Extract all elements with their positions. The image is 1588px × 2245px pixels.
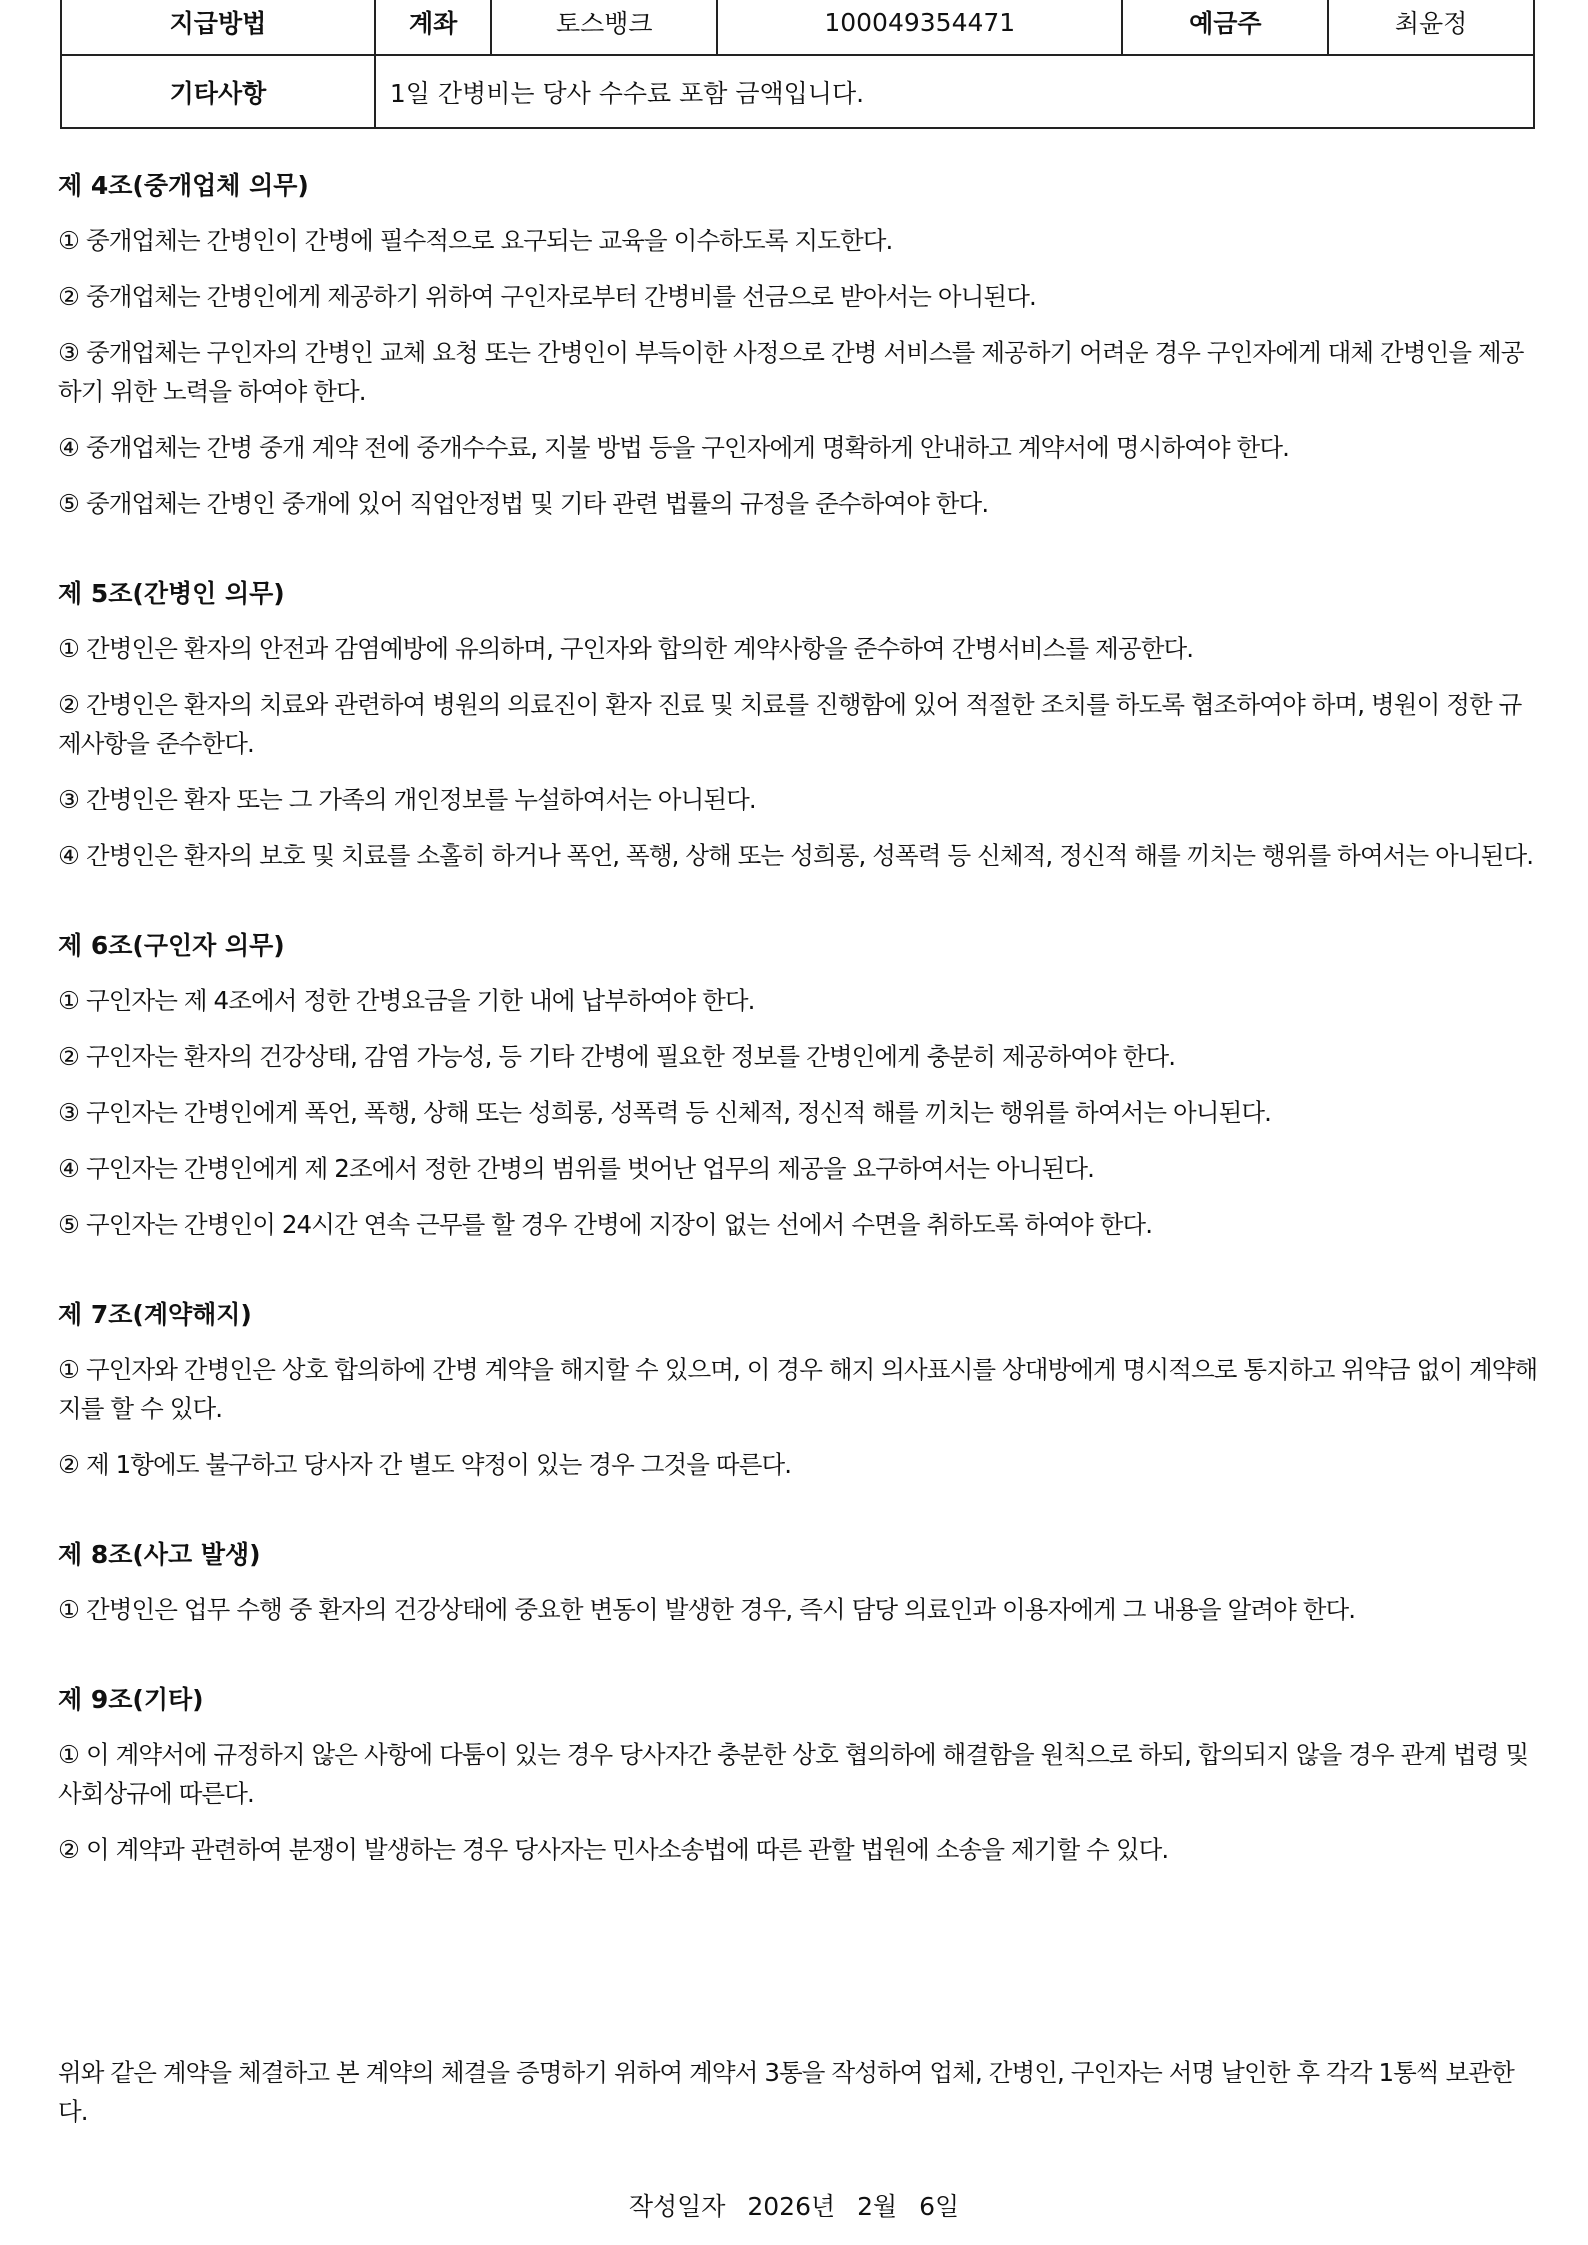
article-title: 제 7조(계약해지) (58, 1300, 252, 1329)
account-holder-name: 최윤정 (1328, 0, 1534, 55)
payment-row-account (61, 0, 1534, 55)
account-holder-label: 예금주 (1122, 0, 1328, 55)
article-clause: ① 구인자는 제 4조에서 정한 간병요금을 기한 내에 납부하여야 한다. (58, 986, 755, 1015)
article-clause: ② 중개업체는 간병인에게 제공하기 위하여 구인자로부터 간병비를 선금으로 받아서는 아니된다. (58, 282, 1036, 311)
article-6 (58, 929, 1538, 1244)
closing-statement: 위와 같은 계약을 체결하고 본 계약의 체결을 증명하기 위하여 계약서 3통을 작성하여 업체, 간병인, 구인자는 서명 날인한 후 각각 1통씩 보관한다. (58, 2057, 1514, 2126)
article-title: 제 6조(구인자 의무) (58, 931, 285, 960)
signing-date-label: 작성일자 (628, 2192, 726, 2221)
article-clause: ② 이 계약과 관련하여 분쟁이 발생하는 경우 당사자는 민사소송법에 따른 관할 법원에 소송을 제기할 수 있다. (58, 1835, 1169, 1864)
signing-date-month: 2월 (857, 2192, 898, 2221)
article-clause: ② 구인자는 환자의 건강상태, 감염 가능성, 등 기타 간병에 필요한 정보를 간병인에게 충분히 제공하여야 한다. (58, 1042, 1176, 1071)
signing-date (0, 2190, 1588, 2224)
article-clause: ④ 중개업체는 간병 중개 계약 전에 중개수수료, 지불 방법 등을 구인자에게 명확하게 안내하고 계약서에 명시하여야 한다. (58, 433, 1289, 462)
signing-date-year: 2026년 (747, 2192, 836, 2221)
article-clause: ① 구인자와 간병인은 상호 합의하에 간병 계약을 해지할 수 있으며, 이 경우 해지 의사표시를 상대방에게 명시적으로 통지하고 위약금 없이 계약해지를 할 수 있다. (58, 1355, 1538, 1423)
bank-name: 토스뱅크 (491, 0, 717, 55)
article-clause: ① 간병인은 업무 수행 중 환자의 건강상태에 중요한 변동이 발생한 경우, 즉시 담당 의료인과 이용자에게 그 내용을 알려야 한다. (58, 1595, 1356, 1624)
signing-date-day: 6일 (919, 2192, 960, 2221)
article-4 (58, 169, 1538, 523)
contract-articles (58, 169, 1538, 1923)
payment-info-table (60, 0, 1535, 129)
account-number: 100049354471 (717, 0, 1122, 55)
payment-row-notes (61, 55, 1534, 128)
article-clause: ② 제 1항에도 불구하고 당사자 간 별도 약정이 있는 경우 그것을 따른다. (58, 1450, 792, 1479)
article-clause: ④ 구인자는 간병인에게 제 2조에서 정한 간병의 범위를 벗어난 업무의 제공을 요구하여서는 아니된다. (58, 1154, 1094, 1183)
article-clause: ③ 중개업체는 구인자의 간병인 교체 요청 또는 간병인이 부득이한 사정으로 간병 서비스를 제공하기 어려운 경우 구인자에게 대체 간병인을 제공하기 위한 노력을 하여야 한다. (58, 338, 1524, 406)
article-clause: ③ 구인자는 간병인에게 폭언, 폭행, 상해 또는 성희롱, 성폭력 등 신체적, 정신적 해를 끼치는 행위를 하여서는 아니된다. (58, 1098, 1271, 1127)
article-clause: ① 이 계약서에 규정하지 않은 사항에 다툼이 있는 경우 당사자간 충분한 상호 협의하에 해결함을 원칙으로 하되, 합의되지 않을 경우 관계 법령 및 사회상규에 따른다. (58, 1740, 1529, 1808)
payment-type-label: 계좌 (375, 0, 492, 55)
payment-method-label: 지급방법 (61, 0, 375, 55)
article-title: 제 4조(중개업체 의무) (58, 171, 309, 200)
article-5 (58, 577, 1538, 875)
article-8 (58, 1538, 1538, 1629)
notes-label: 기타사항 (61, 55, 375, 128)
article-7 (58, 1298, 1538, 1484)
article-clause: ① 간병인은 환자의 안전과 감염예방에 유의하며, 구인자와 합의한 계약사항을 준수하여 간병서비스를 제공한다. (58, 634, 1194, 663)
article-title: 제 9조(기타) (58, 1685, 204, 1714)
article-clause: ③ 간병인은 환자 또는 그 가족의 개인정보를 누설하여서는 아니된다. (58, 785, 756, 814)
article-clause: ① 중개업체는 간병인이 간병에 필수적으로 요구되는 교육을 이수하도록 지도한다. (58, 226, 893, 255)
notes-value: 1일 간병비는 당사 수수료 포함 금액입니다. (375, 55, 1534, 128)
article-clause: ⑤ 구인자는 간병인이 24시간 연속 근무를 할 경우 간병에 지장이 없는 선에서 수면을 취하도록 하여야 한다. (58, 1210, 1153, 1239)
article-title: 제 5조(간병인 의무) (58, 579, 285, 608)
article-clause: ④ 간병인은 환자의 보호 및 치료를 소홀히 하거나 폭언, 폭행, 상해 또는 성희롱, 성폭력 등 신체적, 정신적 해를 끼치는 행위를 하여서는 아니된다. (58, 841, 1534, 870)
article-clause: ⑤ 중개업체는 간병인 중개에 있어 직업안정법 및 기타 관련 법률의 규정을 준수하여야 한다. (58, 489, 989, 518)
article-9 (58, 1683, 1538, 1869)
article-title: 제 8조(사고 발생) (58, 1540, 261, 1569)
article-clause: ② 간병인은 환자의 치료와 관련하여 병원의 의료진이 환자 진료 및 치료를 진행함에 있어 적절한 조치를 하도록 협조하여야 하며, 병원이 정한 규제사항을 준수한다. (58, 690, 1522, 758)
